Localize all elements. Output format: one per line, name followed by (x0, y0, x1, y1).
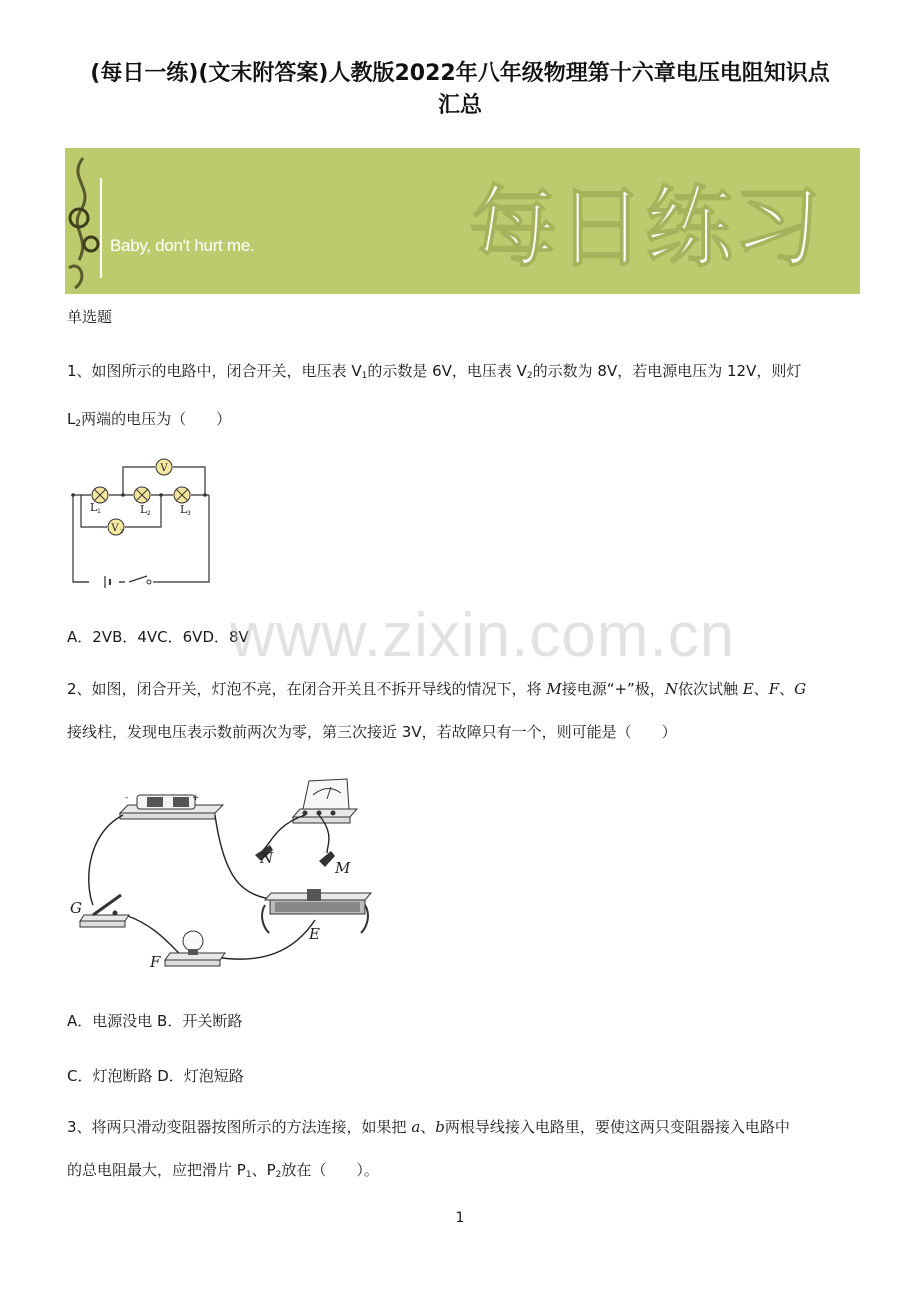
question-1-options: A．2VB．4VC．6VD．8V (67, 628, 249, 646)
banner-tagline: Baby, don't hurt me. (110, 236, 255, 255)
document-title (40, 58, 880, 122)
question-1 (67, 350, 857, 446)
question-3-line-2: 的总电阻最大，应把滑片 $P_1$、$P_2$放在（ ）。 (67, 1161, 379, 1180)
question-2 (67, 668, 857, 754)
banner-logo-glyphs: 每日练习 (468, 176, 822, 279)
label-l2: L (140, 503, 148, 516)
question-2-options-cd: C．灯泡断路 D．灯泡短路 (67, 1067, 244, 1085)
question-3 (67, 1106, 857, 1197)
question-2-line-1: 2、如图，闭合开关，灯泡不亮，在闭合开关且不拆开导线的情况下，将 M接电源“+”极，N依次试触 E、F、G (67, 680, 807, 698)
svg-text:2: 2 (147, 510, 151, 517)
question-2-options-ab: A．电源没电 B．开关断路 (67, 1012, 243, 1030)
label-l3: L (180, 503, 188, 516)
lamp-l2-icon (134, 487, 150, 503)
question-1-line-1: 1、如图所示的电路中，闭合开关，电压表 $V_1$的示数是 6V，电压表 $V_2$的示数为 8V，若电源电压为 12V，则灯 (67, 362, 802, 381)
probe-m-icon (319, 851, 335, 867)
voltmeter-v-icon (156, 459, 172, 475)
question-1-line-2: $L_2$两端的电压为（ ） (67, 410, 232, 429)
question-2-apparatus-figure (65, 775, 395, 985)
svg-text:V: V (160, 463, 168, 474)
svg-text:+: + (192, 793, 200, 803)
svg-text:2: 2 (120, 529, 124, 535)
svg-text:1: 1 (97, 508, 101, 515)
title-line-2: 汇总 (437, 93, 482, 118)
question-2-line-2: 接线柱，发现电压表示数前两次为零，第三次接近 3V，若故障只有一个，则可能是（ ） (67, 723, 677, 741)
banner (65, 148, 860, 294)
battery-holder-icon (120, 793, 223, 819)
label-m: M (335, 859, 351, 877)
switch-icon (80, 895, 129, 927)
label-g: G (70, 899, 82, 917)
watermark: www.zixin.com.cn (230, 601, 736, 670)
banner-swirl-decoration (65, 148, 125, 294)
svg-text:V: V (111, 523, 119, 534)
label-l1: L (90, 501, 98, 514)
label-n: N (260, 849, 274, 867)
question-1-circuit-figure (65, 455, 215, 590)
page-number: 1 (455, 1210, 465, 1226)
voltmeter-v2-icon (108, 519, 124, 535)
lamp-l3-icon (174, 487, 190, 503)
banner-logo-text (465, 158, 825, 288)
label-f: F (150, 953, 161, 971)
svg-text:-: - (125, 793, 129, 803)
svg-text:3: 3 (187, 510, 191, 517)
section-heading: 单选题 (67, 308, 113, 326)
label-e: E (309, 925, 320, 943)
question-3-line-1: 3、将两只滑动变阻器按图所示的方法连接，如果把 a、b两根导线接入电路里，要使这两只变阻器接入电路中 (67, 1118, 790, 1136)
title-line-1: (每日一练)(文末附答案)人教版2022年八年级物理第十六章电压电阻知识点 (90, 61, 830, 86)
